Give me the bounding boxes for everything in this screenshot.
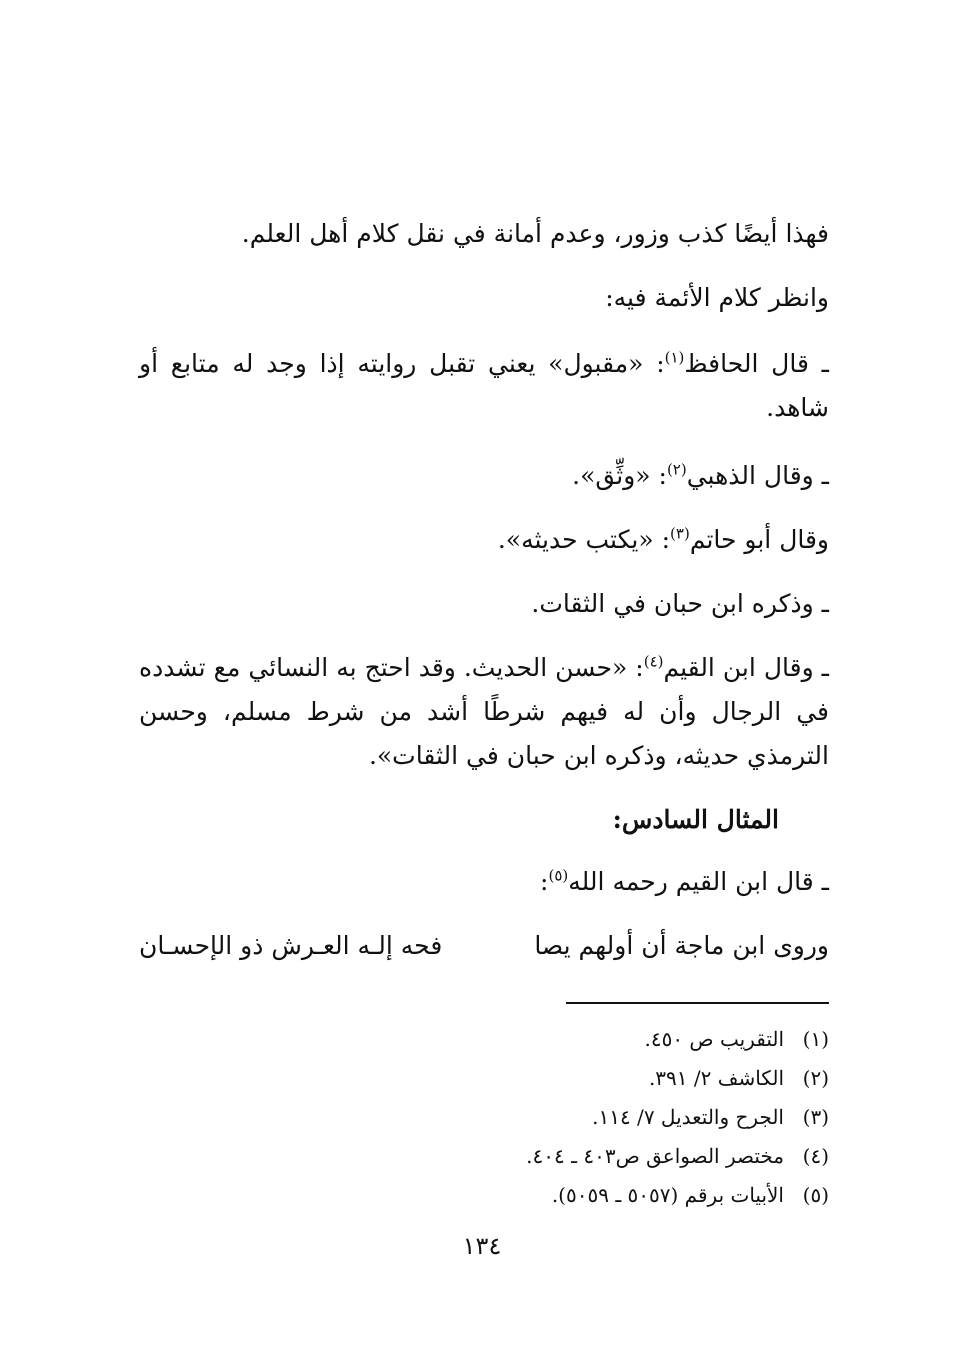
paragraph-2: وانظر كلام الأئمة فيه: (605, 283, 829, 312)
footnote-text: الأبيات برقم (٥٠٥٧ ـ ٥٠٥٩). (551, 1183, 784, 1207)
quote-ibn-qayyim-text: : «حسن الحديث. وقد احتج به النسائي مع تشدده في الرجال وأن له فيهم شرطًا أشد من شرط مسلم، وحسن الترمذي حديثه، وذكره ابن حبان في الثقات». (139, 653, 829, 770)
footnote-item (329, 1059, 829, 1098)
verse-hemistich-second: فحه إلـه العـرش ذو الإحسـان (139, 931, 443, 960)
quote-ibn-qayyim (139, 646, 829, 778)
quote-abu-hatim-lead: وقال أبو حاتم (689, 525, 829, 554)
footnote-number: (١) (802, 1027, 829, 1051)
quote-hafiz-text: : «مقبول» يعني تقبل روايته إذا وجد له متابع أو شاهد. (139, 349, 829, 422)
quote-abu-hatim-text: : «يكتب حديثه». (497, 525, 671, 554)
verse-intro-colon: : (540, 867, 549, 896)
footnote-item (329, 1176, 829, 1215)
quote-ibn-qayyim-lead: ـ وقال ابن القيم (663, 653, 830, 682)
footnote-number: (٤) (802, 1144, 829, 1168)
quote-dhahabi-text: : «وثِّق». (572, 461, 667, 490)
section-heading: المثال السادس: (612, 805, 779, 834)
footnote-item (329, 1098, 829, 1137)
footnote-divider (566, 1002, 829, 1004)
quote-hafiz (139, 342, 829, 430)
footnote-text: مختصر الصواعق ص٤٠٣ ـ ٤٠٤. (526, 1144, 784, 1168)
quote-dhahabi-lead: ـ وقال الذهبي (686, 461, 829, 490)
footnote-item (329, 1137, 829, 1176)
footnote-ref-1: (١) (664, 348, 685, 367)
footnote-ref-4: (٤) (643, 652, 664, 671)
quote-abu-hatim (139, 518, 829, 562)
footnote-item (329, 1020, 829, 1059)
quote-dhahabi (139, 454, 829, 498)
footnote-ref-2: (٢) (666, 460, 687, 479)
verse-hemistich-first: وروى ابن ماجة أن أولهم يصا (534, 931, 829, 960)
footnote-ref-5: (٥) (548, 866, 569, 885)
footnote-text: التقريب ص ٤٥٠. (644, 1027, 784, 1051)
page-number: ١٣٤ (462, 1232, 502, 1260)
quote-ibn-hibban: ـ وذكره ابن حبان في الثقات. (531, 589, 829, 618)
paragraph-1: فهذا أيضًا كذب وزور، وعدم أمانة في نقل كلام أهل العلم. (241, 219, 829, 248)
quote-ibn-qayyim-verse-intro (139, 860, 829, 904)
footnote-text: الكاشف ٢/ ٣٩١. (648, 1066, 784, 1090)
footnote-number: (٢) (802, 1066, 829, 1090)
verse-intro-lead: ـ قال ابن القيم رحمه الله (568, 867, 829, 896)
footnote-number: (٥) (802, 1183, 829, 1207)
quote-hafiz-lead: ـ قال الحافظ (684, 349, 830, 378)
footnote-number: (٣) (802, 1105, 829, 1129)
footnote-ref-3: (٣) (670, 524, 690, 543)
poem-verse (139, 924, 829, 968)
footnote-text: الجرح والتعديل ٧/ ١١٤. (592, 1105, 784, 1129)
footnotes (329, 1020, 829, 1215)
